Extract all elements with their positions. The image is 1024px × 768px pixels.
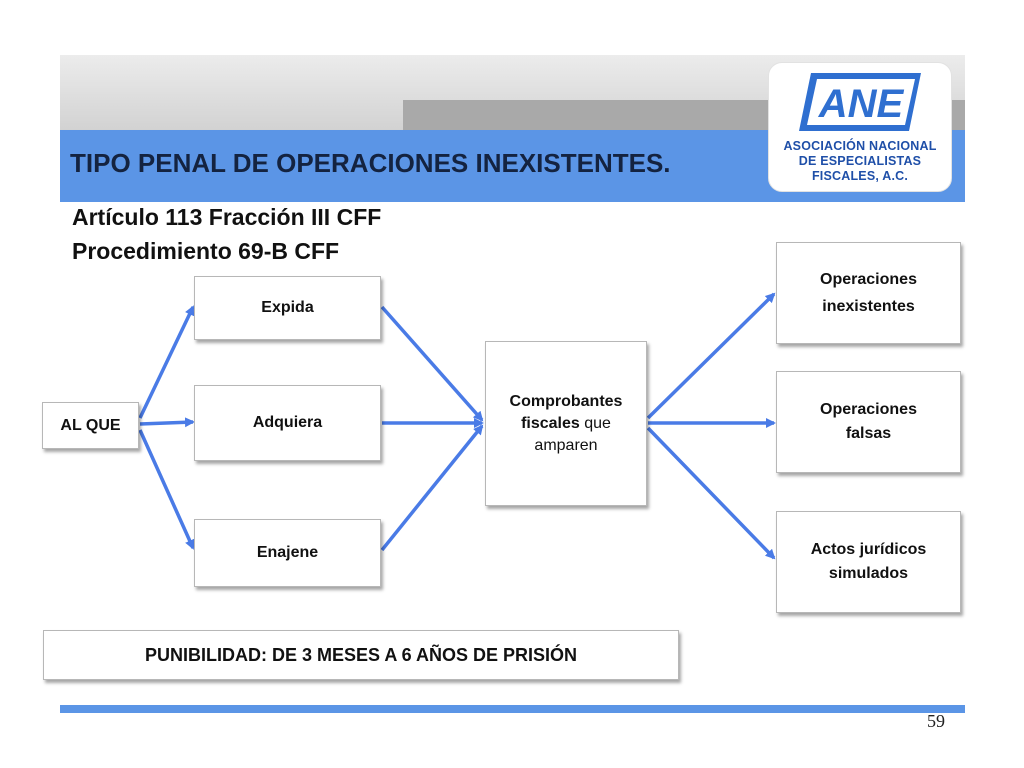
action-label-adquiera: Adquiera (252, 414, 323, 431)
article-reference: Artículo 113 Fracción III CFF (72, 204, 382, 230)
result-box-inexistentes (776, 242, 961, 344)
object-line-3: amparen (534, 436, 598, 454)
logo-line-1: ASOCIACIÓN NACIONAL (783, 139, 937, 153)
result-3-line-2: simulados (828, 565, 909, 582)
arrow-comprobantes-inexistentes (648, 294, 774, 418)
result-2-line-1: Operaciones (820, 401, 917, 418)
logo-line-2: DE ESPECIALISTAS (798, 154, 922, 168)
object-box-comprobantes (485, 341, 647, 506)
result-1-line-2: inexistentes (822, 298, 915, 315)
object-line-2 (521, 413, 611, 435)
procedure-reference: Procedimiento 69-B CFF (72, 238, 340, 264)
arrow-comprobantes-simulados (648, 428, 774, 558)
object-line-1: Comprobantes (509, 392, 623, 410)
arrow-enajene-comprobantes (382, 426, 482, 550)
slide-title: TIPO PENAL DE OPERACIONES INEXISTENTES. (70, 148, 671, 178)
result-3-line-1: Actos jurídicos (810, 541, 927, 558)
result-box-simulados (776, 511, 961, 613)
result-1-line-1: Operaciones (820, 271, 917, 288)
action-box-enajene (194, 519, 381, 587)
logo-mark-text: ANE (818, 82, 904, 126)
result-box-falsas (776, 371, 961, 473)
action-box-adquiera (194, 385, 381, 461)
page-number: 59 (927, 711, 945, 731)
action-box-expida (194, 276, 381, 340)
arrow-expida-comprobantes (382, 307, 482, 420)
logo-line-3: FISCALES, A.C. (811, 169, 909, 183)
subject-box (42, 402, 139, 449)
result-2-line-2: falsas (845, 425, 892, 442)
arrow-alque-adquiera (140, 422, 193, 424)
arrow-alque-enajene (140, 430, 193, 548)
action-label-enajene: Enajene (256, 544, 319, 561)
footer-band (60, 705, 965, 713)
action-label-expida: Expida (261, 299, 314, 316)
object-normal-part: que (584, 414, 611, 432)
object-bold-part: fiscales (521, 414, 580, 432)
arrow-alque-expida (140, 307, 193, 418)
penalty-box: PUNIBILIDAD: DE 3 MESES A 6 AÑOS DE PRISIÓN (43, 630, 679, 680)
subject-label: AL QUE (60, 416, 121, 434)
